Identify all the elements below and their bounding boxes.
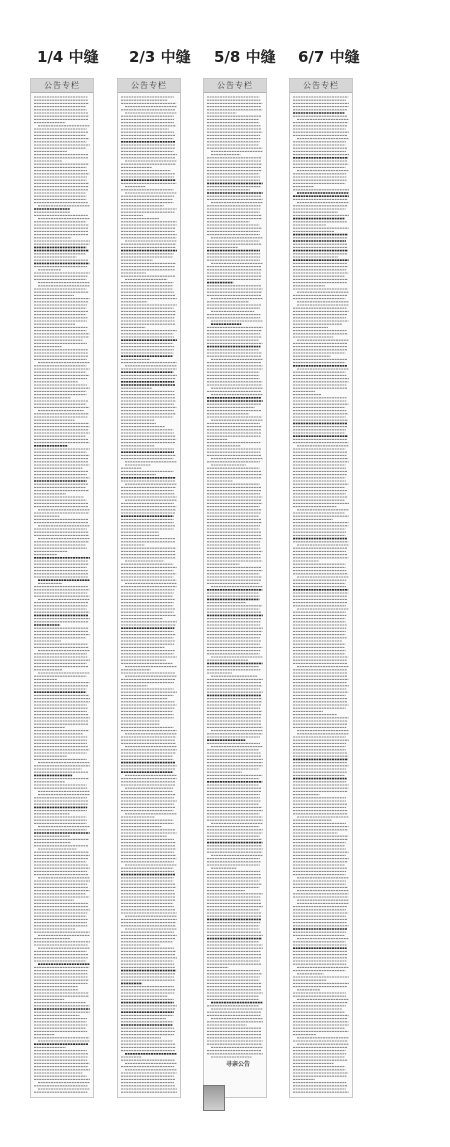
column-title-5-8: 5/8 中缝 [214,48,276,66]
text-block [121,95,177,1095]
column-header: 公告专栏 [204,79,266,93]
column-title-2-3: 2/3 中缝 [129,48,191,66]
portrait-photo [203,1085,225,1111]
column-title-6-7: 6/7 中缝 [298,48,360,66]
announcement-column-2-3 [117,78,181,1098]
column-header: 公告专栏 [290,79,352,93]
announcement-column-6-7 [289,78,353,1098]
column-header: 公告专栏 [31,79,93,93]
text-block [34,95,90,1095]
announcement-column-5-8 [203,78,267,1098]
announcement-column-1-4 [30,78,94,1098]
notice-caption: 寻亲公告 [226,1061,251,1068]
text-block [207,95,263,1060]
column-title-1-4: 1/4 中缝 [37,48,99,66]
text-block [293,95,349,1095]
column-header: 公告专栏 [118,79,180,93]
